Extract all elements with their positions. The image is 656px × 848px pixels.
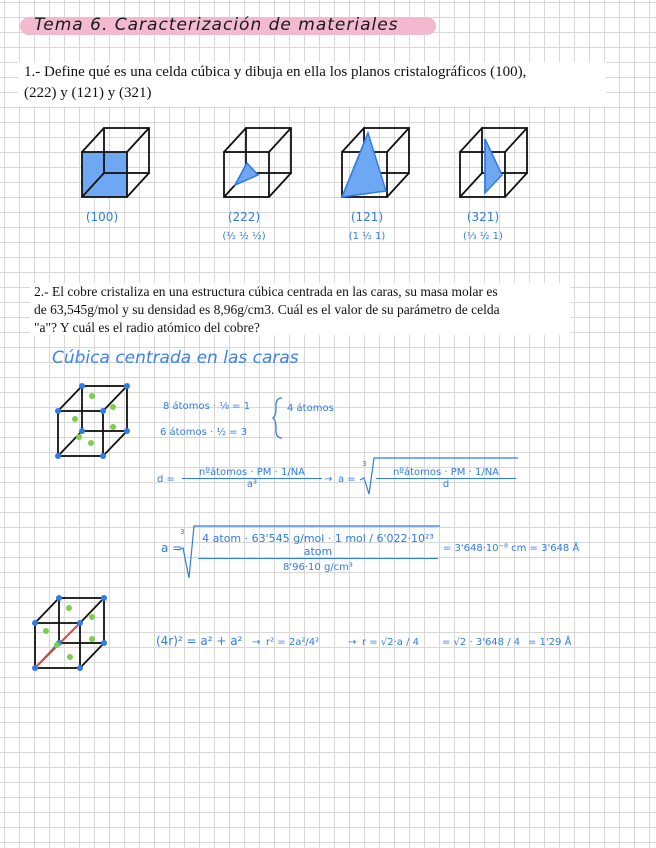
a-root-fraction	[376, 467, 516, 490]
fcc-cube-diagonal-diagram	[32, 595, 110, 673]
svg-text:3: 3	[362, 460, 367, 468]
calc-lhs: a =	[161, 541, 183, 555]
brace	[272, 396, 284, 440]
calc-fraction	[198, 532, 438, 573]
a-lhs: a =	[338, 474, 356, 485]
radius-eq-2: r² = 2a²/4²	[266, 637, 320, 648]
radius-result: = 1'29 Å	[528, 637, 572, 648]
radius-eq-4: = √2 · 3'648 / 4	[442, 637, 521, 648]
question-1-line-1: 1.- Define qué es una celda cúbica y dibuja en ella los planos cristalográficos (100),	[24, 64, 527, 80]
arrow-1: →	[324, 474, 333, 485]
density-fraction	[182, 467, 322, 490]
question-2-line-2: de 63,545g/mol y su densidad es 8,96g/cm3. Cuál es el valor de su parámetro de celda	[34, 302, 500, 317]
arrow-3: →	[348, 637, 357, 648]
plane-sub-121: (1 ½ 1)	[348, 231, 386, 242]
plane-sub-321: (⅓ ½ 1)	[463, 231, 503, 242]
a-root-numerator: nºátomos · PM · 1/NA	[376, 467, 516, 479]
density-denominator: a³	[246, 479, 258, 490]
calc-numerator: 4 atom · 63'545 g/mol · 1 mol / 6'022·10²³ atom	[198, 532, 438, 559]
answer-heading: Cúbica centrada en las caras	[52, 348, 299, 368]
cube-plane-321	[458, 125, 532, 199]
arrow-2: →	[252, 637, 261, 648]
question-1	[18, 62, 606, 106]
plane-sub-222: (½ ½ ½)	[222, 231, 266, 242]
question-2	[30, 283, 570, 335]
plane-label-121: (121)	[350, 210, 384, 224]
question-2-line-1: 2.- El cobre cristaliza en una estructura cúbica centrada en las caras, su masa molar es	[34, 284, 498, 299]
question-2-line-3: "a"? Y cuál es el radio atómico del cobre?	[34, 320, 260, 335]
density-numerator: nºátomos · PM · 1/NA	[182, 467, 322, 479]
svg-text:3: 3	[180, 528, 185, 536]
face-atoms: 6 átomos · ½ = 3	[160, 427, 248, 438]
plane-label-100: (100)	[85, 210, 119, 224]
cube-plane-222	[222, 125, 296, 199]
total-atoms: 4 átomos	[287, 403, 334, 414]
page-title: Tema 6. Caracterización de materiales	[34, 15, 399, 35]
radius-eq-1: (4r)² = a² + a²	[156, 634, 243, 648]
fcc-cube-diagram	[55, 383, 133, 461]
plane-label-321: (321)	[466, 210, 500, 224]
corner-atoms: 8 átomos · ⅛ = 1	[163, 401, 251, 412]
density-lhs: d =	[157, 474, 175, 485]
calc-denominator: 8'96·10 g/cm³	[283, 562, 353, 573]
question-1-line-2: (222) y (121) y (321)	[24, 85, 152, 101]
radius-eq-3: r = √2·a / 4	[362, 637, 419, 648]
cube-plane-121	[340, 125, 414, 199]
a-root-denominator: d	[442, 479, 450, 490]
calc-result: = 3'648·10⁻⁸ cm = 3'648 Å	[443, 543, 580, 554]
plane-label-222: (222)	[227, 210, 261, 224]
cube-plane-100	[80, 125, 154, 199]
